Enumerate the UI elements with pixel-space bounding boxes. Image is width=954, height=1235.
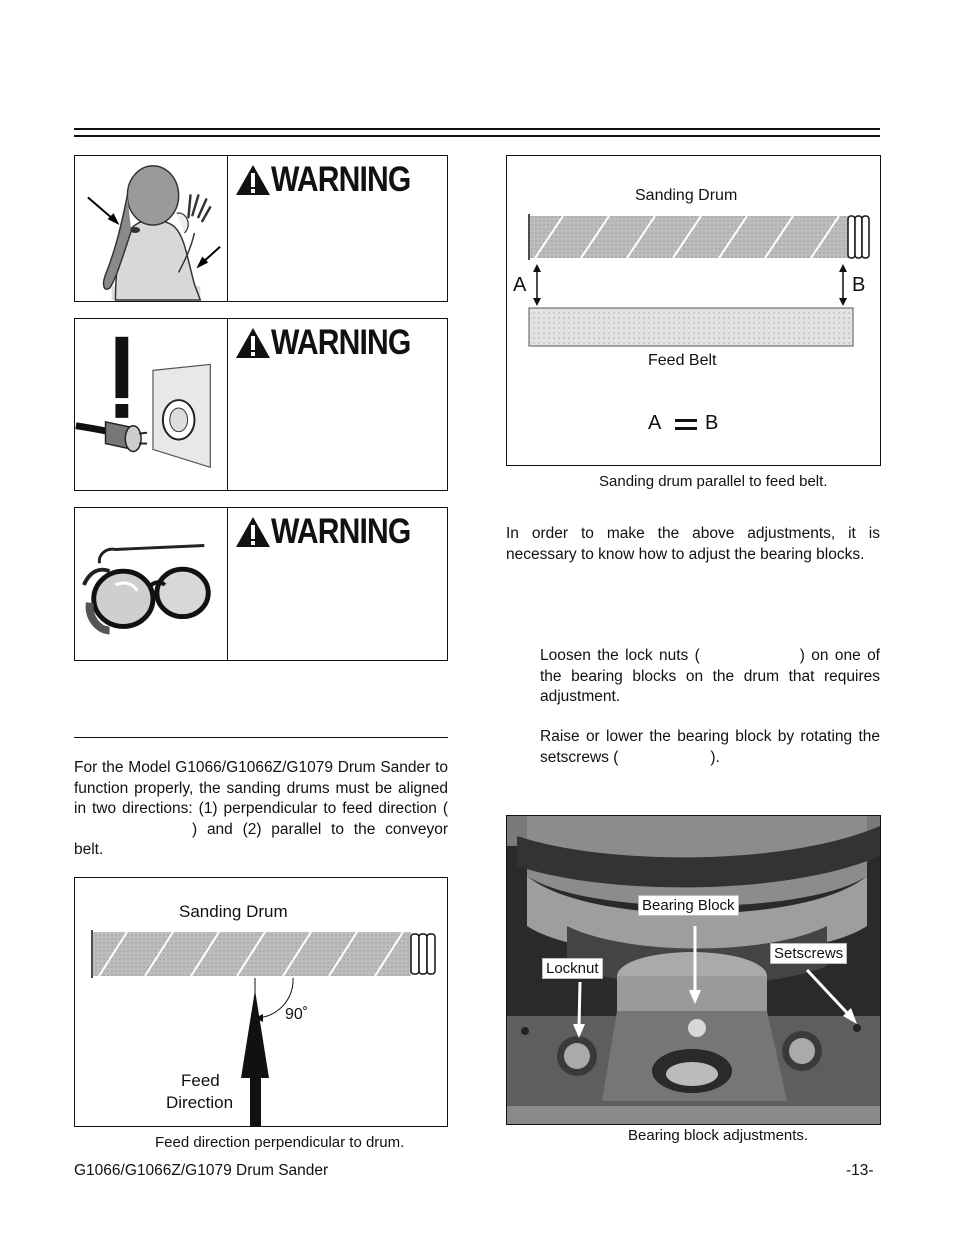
- figure-caption: Feed direction perpendicular to drum.: [155, 1134, 405, 1151]
- locknut-label: Locknut: [542, 958, 603, 979]
- warning-heading: WARNING: [235, 325, 433, 361]
- bearing-note-paragraph: In order to make the above adjustments, it is necessary to know how to adjust the bearing blocks.: [506, 525, 880, 563]
- warning-box-hair: [74, 155, 448, 302]
- intro-paragraph: For the Model G1066/G1066Z/G1079 Drum Sander to function properly, the sanding drums must be aligned in two directions: (1) perpendicular to feed direction () and (2) parallel to the conveyor belt.: [74, 759, 448, 858]
- drum-label: Sanding Drum: [635, 187, 738, 204]
- belt-label: Feed Belt: [648, 352, 717, 369]
- warning-heading: WARNING: [235, 162, 433, 198]
- gap-label-b: B: [852, 274, 866, 296]
- figure-photo: [506, 815, 881, 1125]
- page-number: -13-: [846, 1162, 874, 1179]
- equation-a: A: [648, 412, 662, 434]
- header-rule: [74, 128, 880, 137]
- angle-label: 90˚: [285, 1006, 309, 1023]
- bearing-block-label: Bearing Block: [638, 895, 739, 916]
- step-2: Raise or lower the bearing block by rotating the setscrews ( ).: [540, 728, 880, 766]
- warning-box-glasses: [74, 507, 448, 661]
- warning-triangle-icon: [235, 327, 271, 359]
- figure-perpendicular: [74, 877, 448, 1127]
- section-rule: [74, 737, 448, 738]
- power-plug-icon: [75, 319, 227, 490]
- long-hair-icon: [75, 156, 227, 301]
- warning-box-power: [74, 318, 448, 491]
- equation-b: B: [705, 412, 719, 434]
- footer-title: G1066/G1066Z/G1079 Drum Sander: [74, 1162, 329, 1179]
- warning-heading: WARNING: [235, 514, 433, 550]
- safety-glasses-icon: [75, 508, 227, 660]
- warning-triangle-icon: [235, 516, 271, 548]
- setscrews-label: Setscrews: [770, 943, 847, 964]
- drum-label: Sanding Drum: [179, 902, 288, 921]
- step-1: Loosen the lock nuts ( ) on one of the bearing blocks on the drum that requires adjustment.: [540, 647, 880, 705]
- figure-caption: Bearing block adjustments.: [628, 1127, 809, 1144]
- gap-label-a: A: [513, 274, 527, 296]
- warning-triangle-icon: [235, 164, 271, 196]
- direction-label: Direction: [166, 1093, 234, 1112]
- feed-label: Feed: [181, 1071, 220, 1090]
- figure-caption: Sanding drum parallel to feed belt.: [599, 473, 828, 490]
- figure-parallel: [506, 155, 881, 466]
